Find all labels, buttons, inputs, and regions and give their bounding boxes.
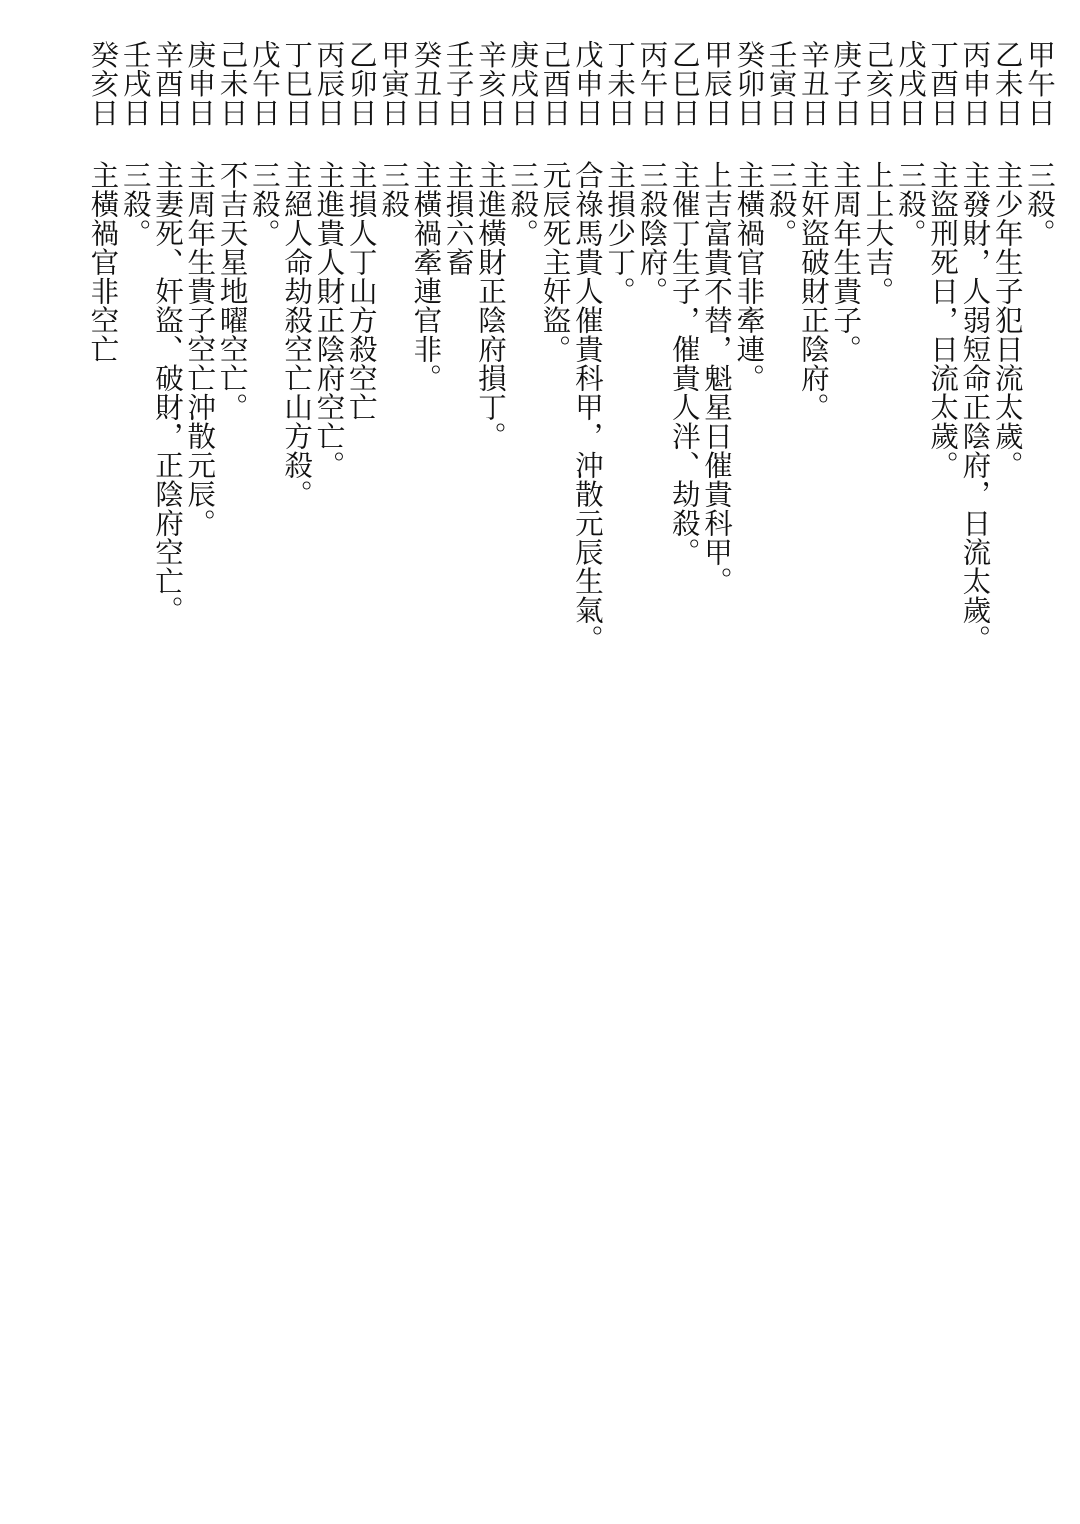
text-column: 乙巳日 主催丁生子，催貴人泮、劫殺。 bbox=[667, 40, 701, 567]
text-column: 己未日 不吉天星地曜空亡。 bbox=[215, 40, 249, 422]
text-column: 辛亥日 主進橫財正陰府損丁。 bbox=[473, 40, 507, 451]
text-column: 癸亥日 主橫禍官非空亡 bbox=[86, 40, 120, 364]
text-column: 壬子日 主損六畜 bbox=[441, 40, 475, 277]
text-column: 丙申日 主發財，人弱短命正陰府，日流太歲。 bbox=[958, 40, 992, 654]
text-column: 壬戌日 三殺。 bbox=[118, 40, 152, 248]
text-column: 癸卯日 主橫禍官非牽連。 bbox=[732, 40, 766, 393]
text-column: 己酉日 元辰死主奸盜。 bbox=[538, 40, 572, 364]
text-column: 辛酉日 主妻死、奸盜、破財，正陰府空亡。 bbox=[150, 40, 184, 625]
text-column: 甲午日 三殺。 bbox=[1023, 40, 1056, 248]
text-column: 丁未日 主損少丁。 bbox=[603, 40, 637, 306]
text-column: 丙午日 三殺陰府。 bbox=[635, 40, 669, 306]
text-column: 戊申日 合祿馬貴人催貴科甲，沖散元辰生氣。 bbox=[570, 40, 604, 654]
text-column: 辛丑日 主奸盜破財正陰府。 bbox=[796, 40, 830, 422]
text-column: 甲辰日 上吉富貴不替，魁星日催貴科甲。 bbox=[700, 40, 734, 596]
text-column: 庚子日 主周年生貴子。 bbox=[829, 40, 863, 364]
text-column: 乙卯日 主損人丁山方殺空亡 bbox=[344, 40, 378, 422]
vertical-text-block bbox=[87, 40, 1054, 654]
text-column: 癸丑日 主橫禍牽連官非。 bbox=[409, 40, 443, 393]
text-column: 乙未日 主少年生子犯日流太歲。 bbox=[990, 40, 1024, 480]
text-column: 丁酉日 主盜刑死日，日流太歲。 bbox=[926, 40, 960, 480]
text-column: 己亥日 上上大吉。 bbox=[861, 40, 895, 306]
text-column: 庚申日 主周年生貴子空亡沖散元辰。 bbox=[183, 40, 217, 538]
text-column: 庚戌日 三殺。 bbox=[506, 40, 540, 248]
text-column: 戊戌日 三殺。 bbox=[893, 40, 927, 248]
text-column: 甲寅日 三殺 bbox=[377, 40, 411, 219]
text-column: 丙辰日 主進貴人財正陰府空亡。 bbox=[312, 40, 346, 480]
text-column: 丁巳日 主絕人命劫殺空亡山方殺。 bbox=[280, 40, 314, 509]
text-column: 戊午日 三殺。 bbox=[247, 40, 281, 248]
text-column: 壬寅日 三殺。 bbox=[764, 40, 798, 248]
